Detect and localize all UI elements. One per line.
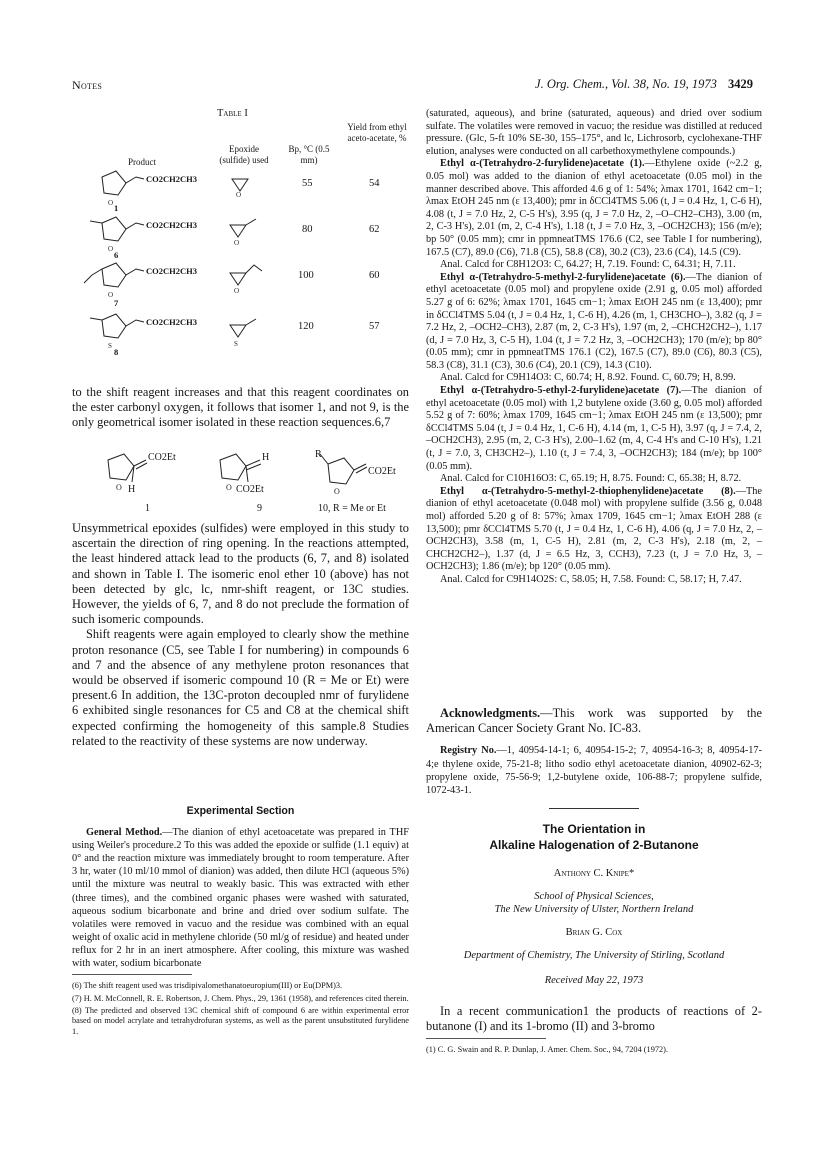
- table-row-1-yield: 54: [369, 178, 380, 189]
- table-row-3-ester: CO2CH2CH3: [146, 266, 197, 276]
- compound-8-heading: Ethyl α-(Tetrahydro-5-methyl-2-thiophenylidene)acetate (8).: [440, 485, 736, 497]
- footnote-rule: [72, 974, 192, 975]
- left-column-experimental: [72, 805, 409, 1039]
- scheme-label-9: 9: [257, 503, 262, 514]
- received-date: Received May 22, 1973: [544, 975, 644, 987]
- journal-citation: J. Org. Chem., Vol. 38, No. 19, 1973: [535, 77, 717, 91]
- table-caption: Table I: [217, 108, 248, 119]
- compound-1-text: —Ethylene oxide (~2.2 g, 0.05 mol) was added to the dianion of ethyl acetoacetate (0.05 mol) in the manner described above. This afforded 4.6 g of 1: 54%; λmax 1701, 1642 cm−1; λmax EtOH 245 nm (ε 13,400); pmr in δCCl4TMS 5.06 (t, J = 0.4 Hz, 1, C-6 H), 4.08 (t, J = 7.0 Hz, 2, C-5 H's), 3.95 (q, J = 7.0 Hz, 2, –O–CH2–CH3), 3.00 (m, 2, C-3 H's), 2.01 (m, 2, C-4 H's), 1.18 (t, J = 7.0 Hz, 3, –OCH2CH3); 156 (m/e); bp 50° (0.05 mm); cmr in ppmneatTMS 176.6 (C2, see Table I for numbering), 167.5 (C7), 89.0 (C6), 71.8 (C5), 58.8 (C8), 30.2 (C3), 23.6 (C4), 14.5 (C9).: [426, 158, 762, 258]
- svg-text:S: S: [234, 340, 238, 348]
- general-method-paragraph: [72, 826, 409, 970]
- left-column-upper: [72, 385, 409, 431]
- author-knipe: Anthony C. Knipe*: [553, 868, 635, 879]
- table-row-3-label: 7: [114, 298, 119, 308]
- registry-paragraph: [426, 744, 762, 796]
- svg-text:S: S: [108, 342, 112, 350]
- affiliation-1-line-2: The New University of Ulster, Northern Ireland: [494, 904, 694, 916]
- compound-8-text: —The dianion of ethyl acetoacetate (0.048 mol) with propylene sulfide (3.56 g, 0.048 mol) afforded 5.20 g of 8: 57%; λmax 1709, 1645 cm−1; λmax EtOH 288 (ε 13,500); pmr δCCl4TMS 5.70 (t, J = 0.4 Hz, 1, C-6 H), 4.06 (q, J = 7.0 Hz, 2, –OCH2CH3), 3.58 (m, 1, C-5 H), 2.81 (m, 2, C-3 H's), 2.18 (m, 2, –CHCH2CH2–), 1.37 (d, J = 6.5 Hz, 3, CCH3), 7.23 (t, J = 7.0 Hz, 3, –OCH2CH3); 1.86 (m/e); bp 120° (0.05 mm).: [426, 485, 762, 573]
- table-header-product: Product: [128, 157, 156, 167]
- svg-text:O: O: [116, 483, 122, 492]
- compound-6-heading: Ethyl α-(Tetrahydro-5-methyl-2-furylidene)acetate (6).: [440, 271, 686, 283]
- footnote-1: (1) C. G. Swain and R. P. Dunlap, J. Amer. Chem. Soc., 94, 7204 (1972).: [426, 1044, 668, 1054]
- compound-6-analysis: Anal. Calcd for C9H14O3: C, 60.74; H, 8.92. Found. C, 60.79; H, 8.99.: [440, 372, 736, 384]
- article-title-line-1: The Orientation in: [542, 822, 646, 836]
- page-number: 3429: [728, 77, 753, 91]
- scheme-1-h: H: [128, 484, 136, 495]
- table-row-1-bp: 55: [302, 178, 313, 189]
- table-row-2-bp: 80: [302, 224, 313, 235]
- scheme-10-co2et: CO2Et: [368, 466, 396, 477]
- paragraph-shift-reagent: to the shift reagent increases and that this reagent coordinates on the ester carbonyl oxygen, it follows that isomer 1, and not 9, is the only geometrical isomer isolated in these reaction sequences.6,7: [72, 385, 409, 430]
- table-row-2-yield: 62: [369, 224, 380, 235]
- compound-6-paragraph: [426, 272, 762, 373]
- general-method-heading: General Method.: [86, 827, 163, 839]
- svg-text:O: O: [334, 487, 340, 496]
- table-row-4-ester: CO2CH2CH3: [146, 317, 197, 327]
- compound-1-heading: Ethyl α-(Tetrahydro-2-furylidene)acetate (1).: [440, 158, 645, 170]
- svg-text:O: O: [108, 291, 114, 299]
- experimental-section-title: Experimental Section: [186, 805, 295, 817]
- table-row-3-bp: 100: [298, 270, 314, 281]
- table-row-2-label: 6: [114, 250, 119, 260]
- acknowledgments-paragraph: [426, 706, 762, 736]
- compound-7-analysis: Anal. Calcd for C10H16O3: C, 65.19; H, 8.75. Found: C, 65.38; H, 8.72.: [440, 473, 742, 485]
- footnote-6: (6) The shift reagent used was trisdipivalomethanatoeuropium(III) or Eu(DPM)3.: [72, 981, 343, 991]
- intro-paragraph: In a recent communication1 the products of reactions of 2-butanone (I) and its 1-bromo (II) and 3-bromo: [426, 1003, 762, 1033]
- registry-text: —1, 40954-14-1; 6, 40954-15-2; 7, 40954-16-3; 8, 40954-17-4;e thylene oxide, 75-21-8; litho sodio ethyl acetoacetate dianion, 40902-62-3; propylene oxide, 75-56-9; 1,2-butylene oxide, 106-88-7; propylene sulfide, 1072-43-1.: [426, 745, 762, 796]
- footnote-7: (7) H. M. McConnell, R. E. Robertson, J. Chem. Phys., 29, 1361 (1958), and references cited therein.: [72, 993, 409, 1003]
- table-row-2-ester: CO2CH2CH3: [146, 220, 197, 230]
- right-column-experimental: [426, 108, 762, 587]
- table-header-bp: Bp, °C (0.5 mm): [288, 144, 330, 165]
- table-row-1-label: 1: [114, 203, 119, 213]
- table-header-yield: Yield from ethyl aceto-acetate, %: [347, 122, 407, 143]
- right-column-ack: [426, 706, 762, 797]
- table-structures: [80, 165, 410, 395]
- footnote-rule-right: [426, 1038, 546, 1039]
- compound-8-paragraph: [426, 486, 762, 574]
- paragraph-shift-reagents: Shift reagents were again employed to clearly show the methine proton resonance (C5, see Table I for numbering) in compounds 6 and 7 and the absence of any methylene proton resonances that would be observed if isomeric compound 10 (R = Me or Et) were present.6 In addition, the 13C-proton decoupled nmr of furylidene 6 exhibited single resonances for C5 and C8 at the chemical shift expected confirming the homogeneity of this sample.8 Studies related to the reactivity of these systems are now underway.: [72, 627, 409, 748]
- scheme-9-h: H: [262, 452, 270, 463]
- table-row-1-ester: CO2CH2CH3: [146, 174, 197, 184]
- compound-7-paragraph: [426, 385, 762, 473]
- compound-8-analysis: Anal. Calcd for C9H14O2S: C, 58.05; H, 7.58. Found: C, 58.17; H, 7.47.: [440, 573, 742, 585]
- svg-text:O: O: [108, 199, 114, 207]
- table-header-epoxide: Epoxide (sulfide) used: [219, 144, 269, 165]
- acknowledgments-heading: Acknowledgments.: [440, 706, 541, 720]
- scheme-label-10: 10, R = Me or Et: [318, 503, 386, 514]
- article-separator: [549, 808, 639, 809]
- compound-7-text: —The dianion of ethyl acetoacetate (0.05 mol) with 1,2 butylene oxide (3.60 g, 0.05 mol) afforded 5.52 g of 7: 60%; λmax 1709, 1645 cm−1; λmax EtOH 245 nm (ε 13,500); pmr δCCl4TMS 5.04 (t, J = 0.4 Hz, 1, C-6 H), 4.14 (m, 1, C-5 H), 3.97 (q, J = 7.4, 2, –OCH2CH3), 2.95 (m, 2, C-3 H's), 2.00–1.62 (m, 4, C-4 H's and C-10 H's), 1.21 (t, J = 7.0, 3, CH3CH2–), 1.10 (t, J = 7.4, 3, –OCH2CH3); 184 (m/e); bp 100° (0.05 mm).: [426, 385, 763, 472]
- footnote-8: (8) The predicted and observed 13C chemical shift of compound 6 are within experimental error based on model acrylate and tetrahydrofuran systems, as well as the parent unsubstituted furylidene 1.: [72, 1005, 409, 1036]
- compound-1-analysis: Anal. Calcd for C8H12O3: C, 64.27; H, 7.19. Found: C, 64.31; H, 7.11.: [440, 259, 736, 271]
- right-column-new-article: [426, 808, 762, 1057]
- svg-text:O: O: [234, 239, 240, 247]
- running-head-journal: [535, 77, 753, 92]
- table-row-4-yield: 57: [369, 321, 380, 332]
- article-title-line-2: Alkaline Halogenation of 2-Butanone: [489, 838, 699, 852]
- compound-6-text: —The dianion of ethyl acetoacetate (0.05 mol) and propylene oxide (2.91 g, 0.05 mol) afforded 5.27 g of 6: 62%; λmax 1701, 1645 cm−1; λmax EtOH 245 nm (ε 13,400); pmr in δCCl4TMS 5.04 (t, J = 0.4 Hz, 1, C-6 H), 4.26 (m, 1, CH3CHO–), 3.82 (q, J = 7.2 Hz, 2, –OCH2–CH3), 2.87 (m, 2, C-3 H's), 1.97 (m, 2, –CHCH2CH2–), 1.17 (d, J = 7.0 Hz, 3, C-5 H), 1.04 (t, J = 7.2 Hz, 3, –OCH2CH3); 170 (m/e); bp 80° (0.05 mm); cmr in ppmneatTMS 176.1 (C2), 167.5 (C7), 89.0 (C6), 80.3 (C5), 58.3 (C8), 31.1 (C3), 30.6 (C4), 20.1 (C9), 14.3 (C10).: [426, 271, 762, 371]
- svg-text:O: O: [234, 287, 240, 295]
- workup-continuation: (saturated, aqueous), and brine (saturated, aqueous) and dried over sodium sulfate. The volatiles were removed in vacuo; the residue was distilled at reduced pressure. (Glc, 5-ft 10% SE-30, 155–175°, and lc, Lichrosorb, cyclohexane-THF elution, analyses were conducted on all carbethoxymethylene compounds.): [426, 108, 762, 157]
- svg-text:O: O: [226, 483, 232, 492]
- affiliation-2: Department of Chemistry, The University of Stirling, Scotland: [463, 950, 725, 962]
- scheme-9-co2et: CO2Et: [236, 484, 264, 495]
- compound-1-paragraph: [426, 158, 762, 259]
- compound-7-heading: Ethyl α-(Tetrahydro-5-ethyl-2-furylidene)acetate (7).: [440, 385, 682, 397]
- acknowledgments-text: —This work was supported by the American Cancer Society Grant No. IC-83.: [426, 706, 762, 736]
- table-row-4-label: 8: [114, 347, 119, 357]
- general-method-text: —The dianion of ethyl acetoacetate was prepared in THF using Weiler's procedure.2 To this was added the epoxide or sulfide (1.1 equiv) at 0° and the reaction mixture was immediately brought to room temperature. After 3 hr, water (10 ml/10 mmol of dianion) was added, then dilute HCl (aqueous 5%) until the mixture was neutral to weakly basic. This was extracted with ether (three times), and the combined organic phases were washed with saturated, aqueous sodium bicarbonate and brine and dried over sodium sulfate. The volatiles were removed in vacuo and the residue was combined with an equal weight of oxalic acid in methylene chloride (50 ml/g of residue) and heated under reflux for 2 hr in an inert atmosphere. After cooling, this mixture was washed with water, sodium bicarbonate: [72, 827, 410, 970]
- scheme-10-r: R: [315, 449, 322, 460]
- registry-heading: Registry No.: [440, 745, 497, 757]
- paragraph-unsymmetrical: Unsymmetrical epoxides (sulfides) were employed in this study to ascertain the direction of ring opening. In the reactions attempted, the least hindered attack lead to the products (6, 7, and 8) isolated and shown in Table I. The isomeric enol ether 10 (above) has not been detected by glc, lc, nmr-shift reagent, or 13C studies. However, the yields of 6, 7, and 8 do not preclude the formation of such isomeric compounds.: [72, 521, 409, 627]
- svg-text:O: O: [108, 245, 114, 253]
- svg-text:O: O: [236, 191, 242, 199]
- left-column-middle: [72, 521, 409, 749]
- scheme-1-co2et: CO2Et: [148, 452, 176, 463]
- running-head-section: Notes: [72, 78, 103, 92]
- table-row-4-bp: 120: [298, 321, 314, 332]
- scheme-label-1: 1: [145, 503, 150, 514]
- affiliation-1-line-1: School of Physical Sciences,: [534, 891, 654, 903]
- table-row-3-yield: 60: [369, 270, 380, 281]
- author-cox: Brian G. Cox: [565, 927, 623, 939]
